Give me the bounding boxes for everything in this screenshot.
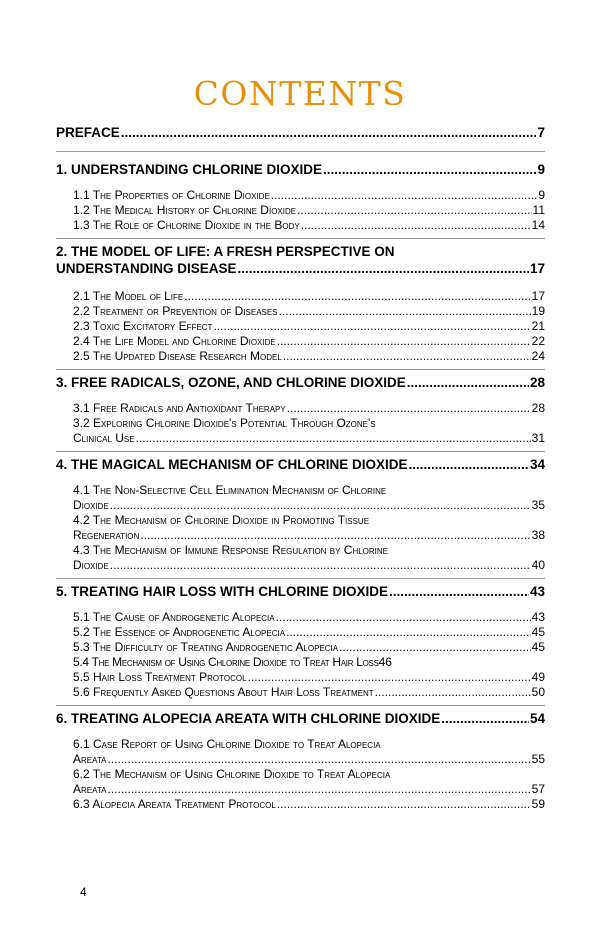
page-number: 17 (529, 261, 545, 276)
page-number: 40 (531, 558, 545, 572)
page-number: 46 (378, 655, 392, 669)
page-number: 17 (531, 289, 545, 303)
entry-title-continued: UNDERSTANDING DISEASE (56, 261, 237, 276)
page-number: 22 (531, 334, 545, 348)
page-number: 14 (531, 218, 545, 232)
toc-section-4-3[interactable] (56, 543, 545, 573)
page-number: 54 (529, 711, 545, 726)
entry-title-continued: Areata (73, 782, 107, 796)
entry-title: 1. UNDERSTANDING CHLORINE DIOXIDE (56, 162, 323, 177)
entry-title: PREFACE (56, 125, 120, 140)
page-number: 31 (531, 431, 545, 445)
page-number: 21 (531, 319, 545, 333)
entry-title: 2.3 Toxic Excitatory Effect (73, 319, 213, 333)
toc-section-5-2[interactable] (56, 625, 545, 640)
entry-title: 5.6 Frequently Asked Questions About Hair Loss Treatment (73, 685, 374, 699)
toc-chapter-4[interactable] (56, 456, 545, 473)
page-number: 9 (538, 188, 545, 202)
divider (56, 369, 545, 370)
page-number: 45 (531, 625, 545, 639)
page-number: 43 (529, 584, 545, 599)
toc-section-5-5[interactable] (56, 670, 545, 685)
page-number: 9 (537, 162, 545, 177)
divider (56, 238, 545, 239)
toc-chapter-1[interactable] (56, 161, 545, 178)
toc-section-2-1[interactable] (56, 289, 545, 304)
entry-title: 2.2 Treatment or Prevention of Diseases (73, 304, 278, 318)
entry-title-continued: Dioxide (73, 558, 109, 572)
divider (56, 151, 545, 152)
entry-title: 5.2 The Essence of Androgenetic Alopecia (73, 625, 286, 639)
entry-title: 6.1 Case Report of Using Chlorine Dioxide to Treat Alopecia (73, 737, 381, 751)
toc-section-2-4[interactable] (56, 334, 545, 349)
page-number: 34 (529, 457, 545, 472)
page-number: 59 (531, 797, 545, 811)
toc-section-1-1[interactable] (56, 188, 545, 203)
entry-title-continued: Clinical Use (73, 431, 135, 445)
toc-section-5-6[interactable] (56, 685, 545, 700)
toc-section-4-2[interactable] (56, 513, 545, 543)
entry-title: 4.3 The Mechanism of Immune Response Regulation by Chlorine (73, 543, 389, 557)
toc-section-2-2[interactable] (56, 304, 545, 319)
page-title: CONTENTS (193, 74, 407, 113)
entry-title: 2.4 The Life Model and Chlorine Dioxide (73, 334, 276, 348)
entry-title: 3. FREE RADICALS, OZONE, AND CHLORINE DIOXIDE (56, 375, 406, 390)
page-number: 7 (537, 125, 545, 140)
page-number: 45 (531, 640, 545, 654)
page-number: 35 (531, 498, 545, 512)
toc-section-5-4[interactable] (56, 655, 545, 670)
entry-title: 3.1 Free Radicals and Antioxidant Therapy (73, 401, 286, 415)
entry-title: 6.2 The Mechanism of Using Chlorine Dioxide to Treat Alopecia (73, 767, 391, 781)
toc-section-3-2[interactable] (56, 416, 545, 446)
toc-chapter-3[interactable] (56, 374, 545, 391)
entry-title: 5. TREATING HAIR LOSS WITH CHLORINE DIOXIDE (56, 584, 389, 599)
entry-title: 1.2 The Medical History of Chlorine Dioxide (73, 203, 297, 217)
toc-chapter-6[interactable] (56, 710, 545, 727)
page-number: 24 (531, 349, 545, 363)
entry-title: 5.1 The Cause of Androgenetic Alopecia (73, 610, 275, 624)
toc-chapter-5[interactable] (56, 583, 545, 600)
entry-title: 5.3 The Difficulty of Treating Androgenetic Alopecia (73, 640, 339, 654)
entry-title: 4.1 The Non-Selective Cell Elimination Mechanism of Chlorine (73, 483, 387, 497)
entry-title: 1.1 The Properties of Chlorine Dioxide (73, 188, 270, 202)
toc-section-6-1[interactable] (56, 737, 545, 767)
entry-title: 5.4 The Mechanism of Using Chlorine Dioxide to Treat Hair Loss (73, 655, 379, 669)
toc-section-3-1[interactable] (56, 401, 545, 416)
entry-title: 6. TREATING ALOPECIA AREATA WITH CHLORINE DIOXIDE (56, 711, 441, 726)
entry-title: 2. THE MODEL OF LIFE: A FRESH PERSPECTIVE ON (56, 244, 395, 259)
page-number: 50 (531, 685, 545, 699)
toc-section-5-1[interactable] (56, 610, 545, 625)
toc-section-4-1[interactable] (56, 483, 545, 513)
entry-title: 2.5 The Updated Disease Research Model (73, 349, 282, 363)
toc-section-1-2[interactable] (56, 203, 545, 218)
entry-title: 4. THE MAGICAL MECHANISM OF CHLORINE DIOXIDE (56, 457, 408, 472)
table-of-contents (56, 124, 545, 812)
entry-title: 4.2 The Mechanism of Chlorine Dioxide in Promoting Tissue (73, 513, 370, 527)
toc-section-6-2[interactable] (56, 767, 545, 797)
toc-section-1-3[interactable] (56, 218, 545, 233)
entry-title: 3.2 Exploring Chlorine Dioxide's Potential Through Ozone's (73, 416, 376, 430)
page-number: 38 (531, 528, 545, 542)
entry-title: 6.3 Alopecia Areata Treatment Protocol (73, 797, 276, 811)
page-number: 57 (531, 782, 545, 796)
page-number: 43 (531, 610, 545, 624)
entry-title-continued: Areata (73, 752, 107, 766)
entry-title-continued: Dioxide (73, 498, 109, 512)
divider (56, 705, 545, 706)
toc-preface[interactable] (56, 124, 545, 151)
page-number: 49 (531, 670, 545, 684)
toc-section-6-3[interactable] (56, 797, 545, 812)
entry-title: 1.3 The Role of Chlorine Dioxide in the Body (73, 218, 300, 232)
entry-title: 5.5 Hair Loss Treatment Protocol (73, 670, 247, 684)
toc-chapter-2[interactable] (56, 243, 545, 277)
page-number-footer: 4 (80, 885, 87, 899)
page-number: 11 (532, 203, 545, 217)
divider (56, 451, 545, 452)
page-number: 28 (531, 401, 545, 415)
divider (56, 578, 545, 579)
page-number: 55 (531, 752, 545, 766)
entry-title: 2.1 The Model of Life (73, 289, 184, 303)
entry-title-continued: Regeneration (73, 528, 140, 542)
toc-section-5-3[interactable] (56, 640, 545, 655)
toc-section-2-3[interactable] (56, 319, 545, 334)
toc-section-2-5[interactable] (56, 349, 545, 364)
page-number: 28 (529, 375, 545, 390)
page-number: 19 (531, 304, 545, 318)
